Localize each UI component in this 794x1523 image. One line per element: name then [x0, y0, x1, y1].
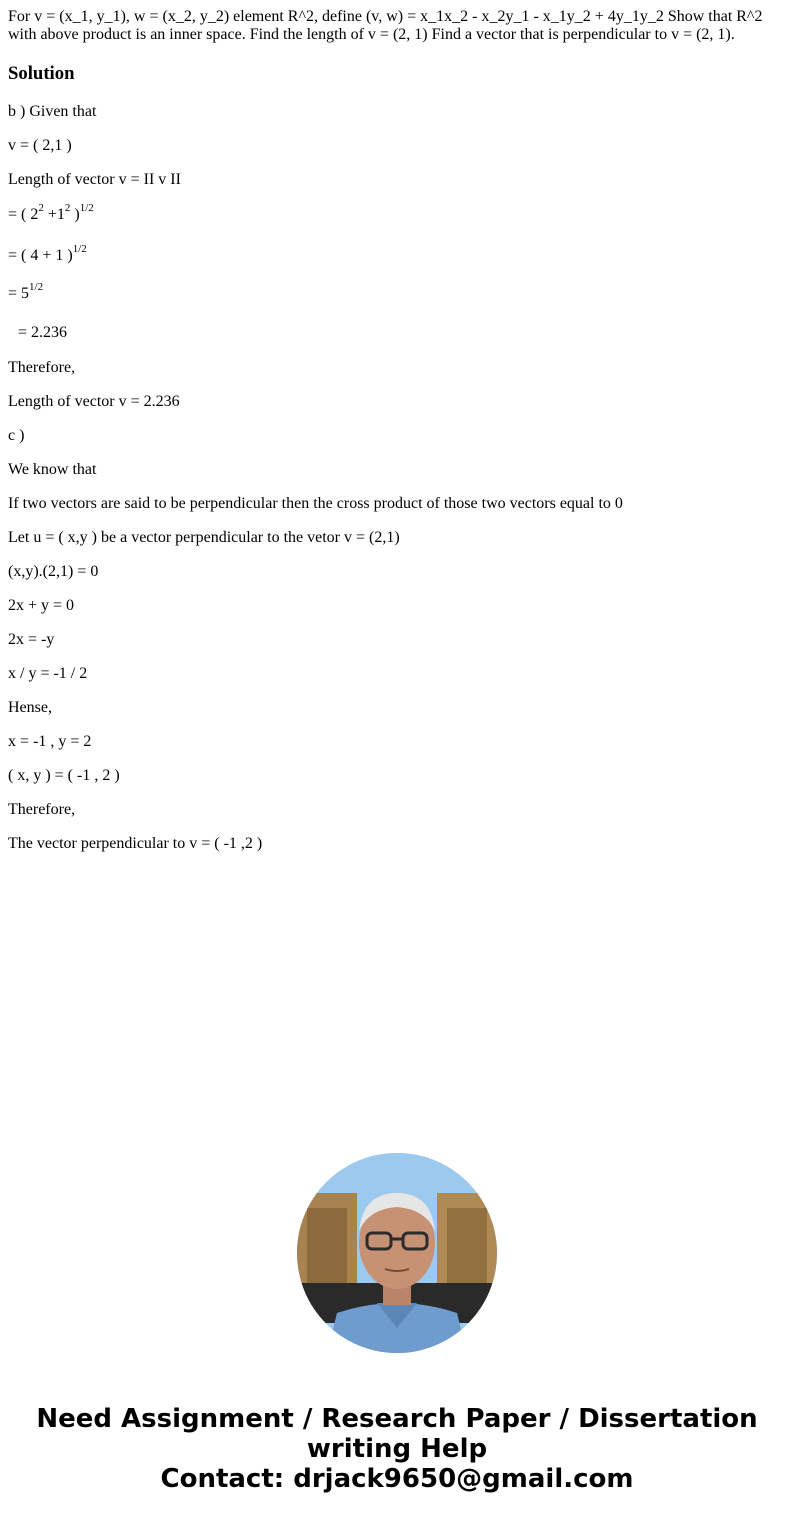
footer-line-1: Need Assignment / Research Paper / Dissertation: [36, 1404, 758, 1434]
solution-line-part-c: c ): [8, 427, 25, 444]
solution-line-2x-plus-y: 2x + y = 0: [8, 597, 75, 614]
author-photo-icon: [297, 1153, 497, 1353]
eq2-sup: 1/2: [72, 242, 87, 255]
solution-line-eq4: = 2.236: [18, 324, 68, 341]
solution-line-perpendicular-rule: If two vectors are said to be perpendicular then the cross product of those two vectors equal to 0: [8, 495, 623, 512]
solution-line-eq2: [8, 242, 87, 265]
question-text: For v = (x_1, y_1), w = (x_2, y_2) element R^2, define (v, w) = x_1x_2 - x_2y_1 - x_1y_2 + 4y_1y_2 Show that R^2 with above product is an inner space. Find the length of v = (2, 1) Find a vector that is perpendicular to v = (2, 1).: [8, 8, 763, 43]
solution-line-let-u: Let u = ( x,y ) be a vector perpendicular to the vetor v = (2,1): [8, 529, 400, 546]
solution-line-dot-product: (x,y).(2,1) = 0: [8, 563, 99, 580]
solution-line-2x-eq: 2x = -y: [8, 631, 55, 648]
solution-line-therefore: Therefore,: [8, 359, 76, 376]
eq1-sup-c: 1/2: [79, 201, 94, 214]
eq1-sup-a: 2: [38, 201, 44, 214]
footer-line-2: writing Help: [306, 1434, 488, 1464]
solution-line-final-answer: The vector perpendicular to v = ( -1 ,2 ): [8, 835, 263, 852]
footer-contact-email[interactable]: Contact: drjack9650@gmail.com: [160, 1464, 634, 1494]
eq3-part-a: = 5: [8, 285, 30, 302]
eq3-sup: 1/2: [29, 280, 44, 293]
eq1-part-b: +1: [43, 206, 65, 223]
solution-line-therefore-2: Therefore,: [8, 801, 76, 818]
solution-line-ratio: x / y = -1 / 2: [8, 665, 88, 682]
eq1-sup-b: 2: [64, 201, 71, 214]
solution-heading: Solution: [8, 63, 75, 84]
solution-line-x-y-values: x = -1 , y = 2: [8, 733, 92, 750]
eq1-part-a: = ( 2: [8, 206, 39, 223]
eq1-part-c: ): [70, 206, 80, 223]
footer-contact: [0, 1404, 794, 1494]
author-avatar: [297, 1153, 497, 1353]
solution-line-hense: Hense,: [8, 699, 52, 716]
eq2-part-a: = ( 4 + 1 ): [8, 247, 73, 264]
solution-line-vector: v = ( 2,1 ): [8, 137, 72, 154]
solution-line-given: b ) Given that: [8, 103, 97, 120]
solution-line-eq3: [8, 280, 44, 303]
solution-line-length-result: Length of vector v = 2.236: [8, 393, 180, 410]
solution-line-we-know: We know that: [8, 461, 97, 478]
solution-line-pair: ( x, y ) = ( -1 , 2 ): [8, 767, 120, 784]
solution-line-eq1: [8, 201, 94, 224]
solution-line-length-def: Length of vector v = II v II: [8, 171, 181, 188]
